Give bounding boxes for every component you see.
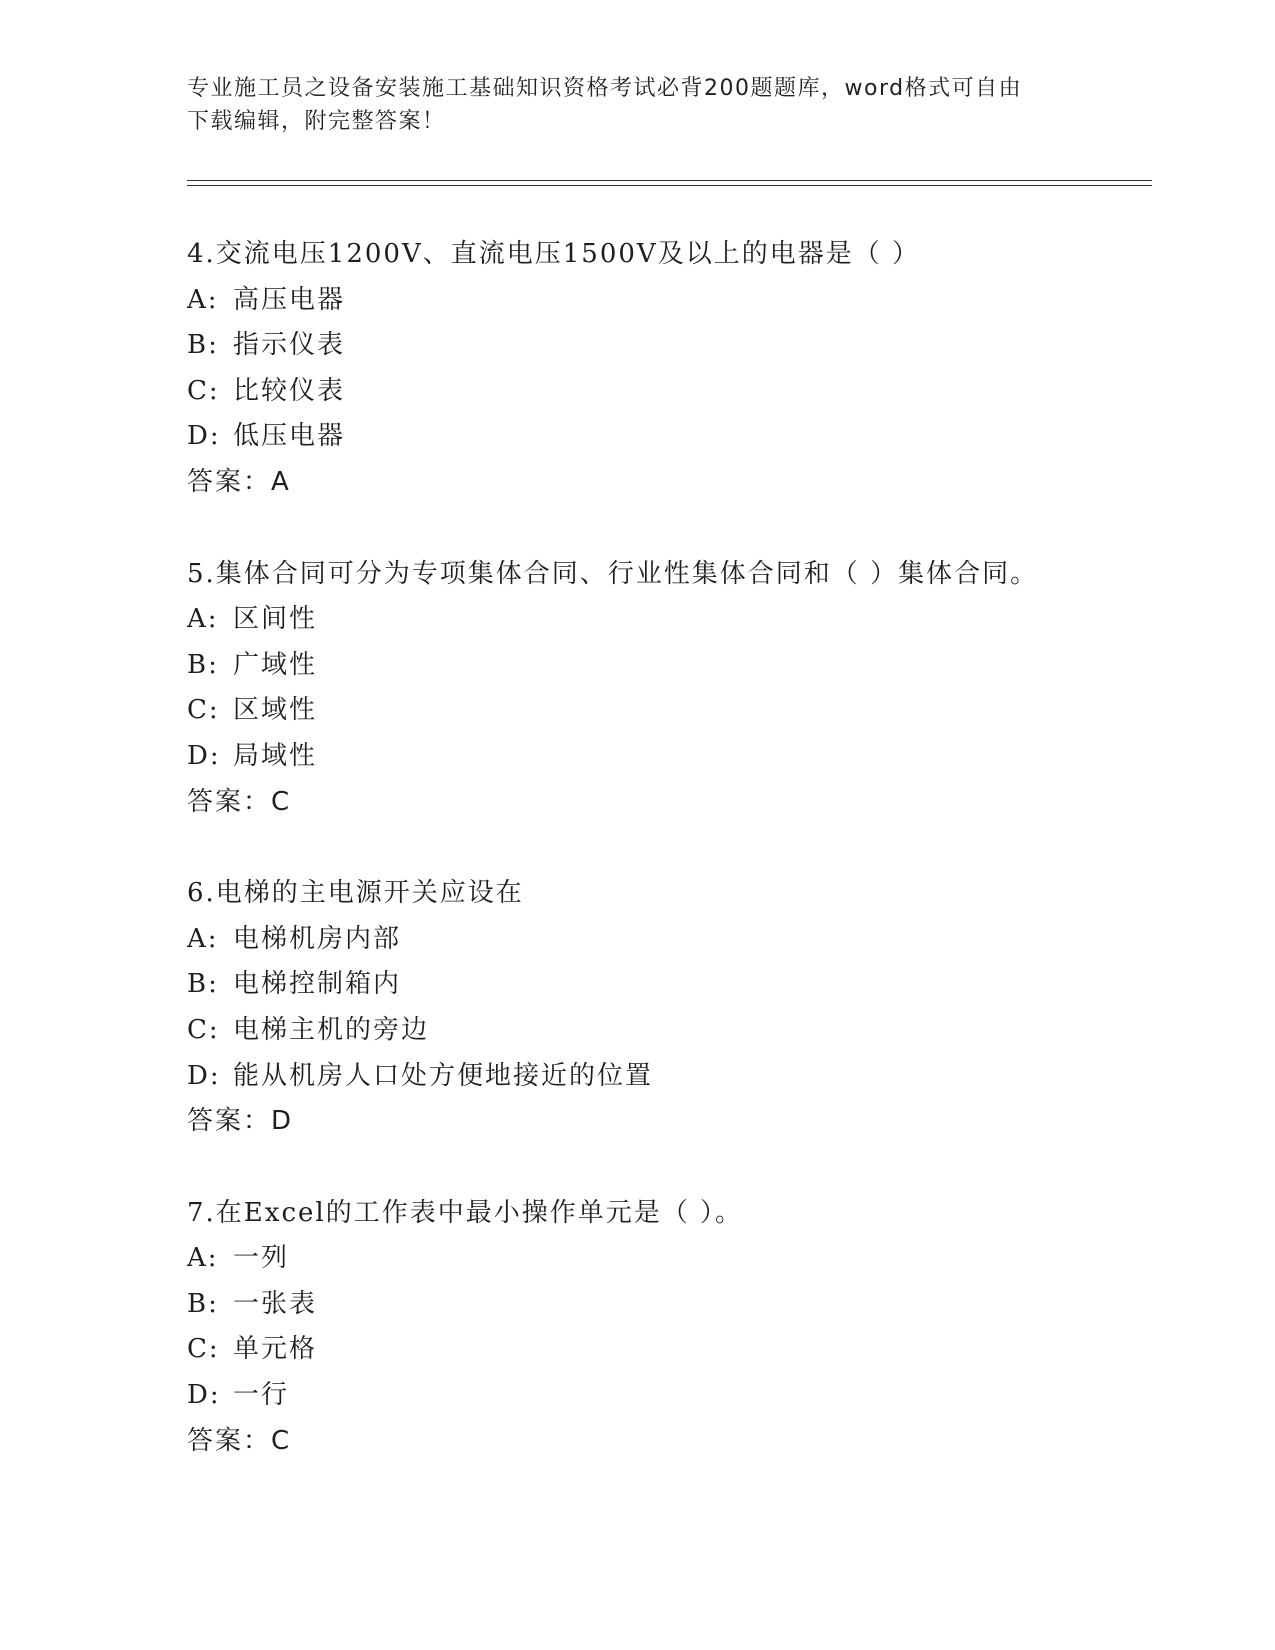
option-a bbox=[187, 917, 1147, 963]
option-c bbox=[187, 688, 1147, 734]
option-text: 一列 bbox=[233, 1243, 290, 1274]
option-a bbox=[187, 278, 1147, 324]
header-divider-bottom bbox=[187, 185, 1152, 186]
option-b bbox=[187, 643, 1147, 689]
option-b bbox=[187, 962, 1147, 1008]
question-stem: 6.电梯的主电源开关应设在 bbox=[187, 878, 524, 909]
option-key: B: bbox=[187, 649, 219, 680]
option-text: 局域性 bbox=[233, 740, 318, 771]
option-key: D: bbox=[187, 1060, 221, 1091]
option-key: C: bbox=[187, 1014, 220, 1045]
option-text: 电梯控制箱内 bbox=[233, 969, 402, 1000]
option-c bbox=[187, 369, 1147, 415]
option-key: D: bbox=[187, 1380, 221, 1411]
option-key: A: bbox=[187, 284, 219, 315]
option-key: B: bbox=[187, 330, 219, 361]
question-list bbox=[187, 232, 1147, 1510]
option-key: C: bbox=[187, 695, 220, 726]
option-key: D: bbox=[187, 421, 221, 452]
option-text: 一行 bbox=[233, 1380, 290, 1411]
question-7 bbox=[187, 1191, 1147, 1465]
option-key: B: bbox=[187, 969, 219, 1000]
header-line-1: 专业施工员之设备安装施工基础知识资格考试必背200题题库，word格式可自由 bbox=[187, 76, 1023, 101]
question-6 bbox=[187, 871, 1147, 1145]
option-key: A: bbox=[187, 1243, 219, 1274]
answer: 答案：A bbox=[187, 466, 291, 497]
option-text: 指示仪表 bbox=[233, 330, 346, 361]
option-key: A: bbox=[187, 923, 219, 954]
header-line-2: 下载编辑，附完整答案！ bbox=[187, 109, 446, 134]
option-key: C: bbox=[187, 375, 220, 406]
document-header bbox=[187, 72, 1087, 138]
option-text: 电梯机房内部 bbox=[233, 923, 402, 954]
option-text: 电梯主机的旁边 bbox=[233, 1014, 430, 1045]
option-d bbox=[187, 1054, 1147, 1100]
answer: 答案：C bbox=[187, 1425, 292, 1456]
option-d bbox=[187, 734, 1147, 780]
option-text: 低压电器 bbox=[233, 421, 346, 452]
answer: 答案：D bbox=[187, 1106, 294, 1137]
option-key: B: bbox=[187, 1288, 219, 1319]
option-c bbox=[187, 1327, 1147, 1373]
header-divider-top bbox=[187, 180, 1152, 181]
question-stem: 4.交流电压1200V、直流电压1500V及以上的电器是（ ） bbox=[187, 239, 920, 269]
option-b bbox=[187, 1282, 1147, 1328]
option-d bbox=[187, 414, 1147, 460]
option-key: A: bbox=[187, 604, 219, 635]
question-stem: 5.集体合同可分为专项集体合同、行业性集体合同和（ ）集体合同。 bbox=[187, 558, 1039, 589]
option-b bbox=[187, 323, 1147, 369]
option-d bbox=[187, 1373, 1147, 1419]
question-4 bbox=[187, 232, 1147, 506]
option-text: 一张表 bbox=[233, 1288, 318, 1319]
option-text: 单元格 bbox=[233, 1334, 318, 1365]
option-text: 区域性 bbox=[233, 695, 318, 726]
question-stem: 7.在Excel的工作表中最小操作单元是（ ）。 bbox=[187, 1197, 743, 1228]
option-text: 高压电器 bbox=[233, 284, 346, 315]
option-a bbox=[187, 597, 1147, 643]
answer: 答案：C bbox=[187, 786, 292, 817]
option-key: C: bbox=[187, 1334, 220, 1365]
option-text: 比较仪表 bbox=[233, 375, 346, 406]
option-key: D: bbox=[187, 740, 221, 771]
option-text: 区间性 bbox=[233, 604, 318, 635]
question-5 bbox=[187, 552, 1147, 826]
option-text: 能从机房人口处方便地接近的位置 bbox=[233, 1060, 654, 1091]
option-text: 广域性 bbox=[233, 649, 318, 680]
option-a bbox=[187, 1236, 1147, 1282]
option-c bbox=[187, 1008, 1147, 1054]
